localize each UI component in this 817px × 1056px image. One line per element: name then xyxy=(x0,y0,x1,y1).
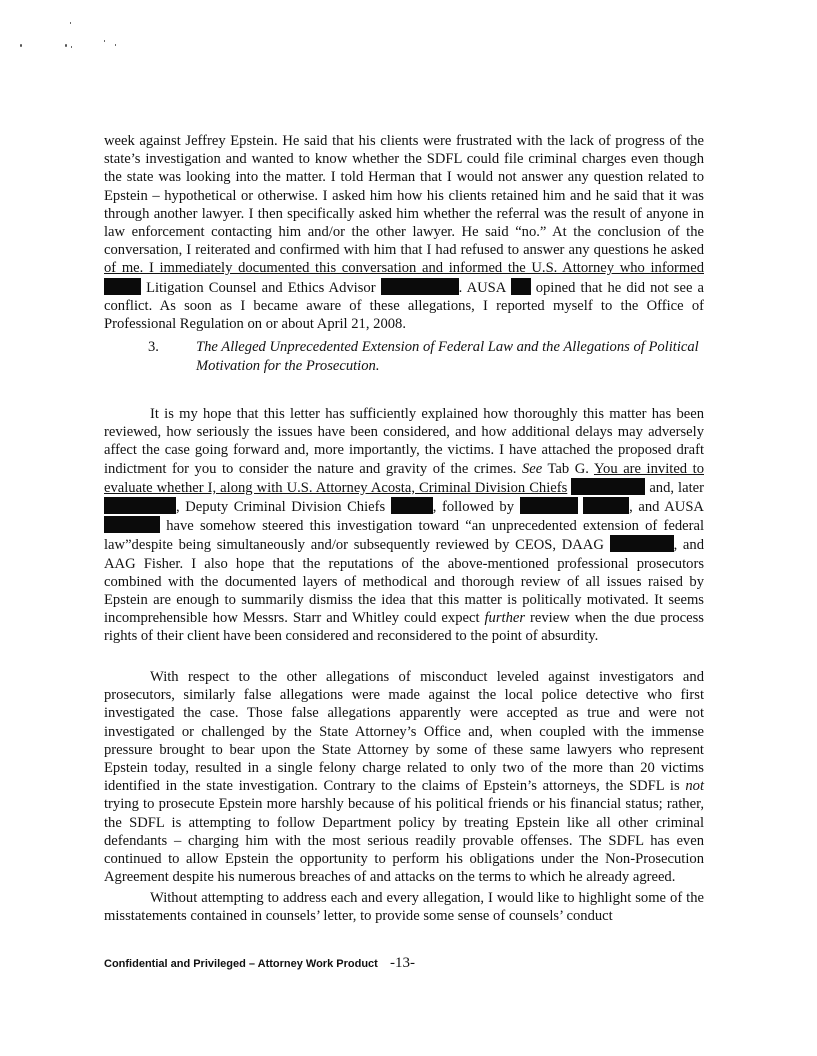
redaction-box xyxy=(381,278,459,295)
section-title: The Alleged Unprecedented Extension of Federal Law and the Allegations of Political Motivation for the Prosecution. xyxy=(196,339,699,374)
body-section xyxy=(104,889,704,925)
body-section xyxy=(104,405,704,646)
paragraph-misstatements: Without attempting to address each and every allegation, I would like to highlight some of the misstatements contained in counsels’ letter, to provide some sense of counsels’ conduct xyxy=(104,890,704,925)
body-section xyxy=(104,132,704,333)
body-section xyxy=(104,668,704,886)
page-number: -13- xyxy=(390,955,415,971)
redaction-box xyxy=(571,478,645,495)
section-number: 3. xyxy=(148,339,159,355)
redaction-box xyxy=(104,278,141,295)
redaction-box xyxy=(511,278,531,295)
redaction-box xyxy=(104,497,176,514)
scan-specks xyxy=(14,22,154,52)
paragraph-review: It is my hope that this letter has sufficiently explained how thoroughly this matter has been reviewed, how seriously the issues have been considered, and how additional delays may adversely affect the case going forward and, more importantly, the victims. I have attached the proposed draft indictment for you to consider the nature and gravity of the crimes. See Tab G. You are invited to evaluate whether I, along with U.S. Attorney Acosta, Criminal Division Chiefs and, later , Deputy Criminal Division Chiefs , followed by , and AUSA have somehow steered this investigation toward “an unprecedented extension of federal law”despite being simultaneously and/or subsequently reviewed by CEOS, DAAG , and AAG Fisher. I also hope that the reputations of the above-mentioned professional prosecutors combined with the documented layers of methodical and thorough review of all issues raised by Epstein are enough to summarily dismiss the idea that this matter is politically motivated. It seems incomprehensible how Messrs. Starr and Whitley could expect further review when the due process rights of their client have been considered and reconsidered to the point of absurdity. xyxy=(104,406,704,645)
redaction-box xyxy=(104,516,160,533)
paragraph-herman-call: week against Jeffrey Epstein. He said that his clients were frustrated with the lack of progress of the state’s investigation and wanted to know whether the SDFL could file criminal charges even though the state was looking into the matter. I told Herman that I would not answer any question related to Epstein – hypothetical or otherwise. I asked him how his clients retained him and he said that it was through another lawyer. I then specifically asked him whether the referral was the result of anyone in law enforcement contacting him and/or the other lawyer. He said “no.” At the conclusion of the conversation, I reiterated and confirmed with him that I had refused to answer any questions he asked of me. I immediately documented this conversation and informed the U.S. Attorney who informed Litigation Counsel and Ethics Advisor . AUSA opined that he did not see a conflict. As soon as I became aware of these allegations, I reported myself to the Office of Professional Regulation on or about April 21, 2008. xyxy=(104,133,704,333)
footer-confidential-label: Confidential and Privileged – Attorney Work Product xyxy=(104,958,378,970)
redaction-box xyxy=(610,535,674,552)
paragraph-misconduct: With respect to the other allegations of misconduct leveled against investigators and prosecutors, similarly false allegations were made against the local police detective who first investigated the case. Those false allegations apparently were accepted as true and were not investigated or challenged by the State Attorney’s Office and, when coupled with the immense pressure brought to bear upon the State Attorney by some of these same lawyers who represent Epstein today, resulted in a single felony charge related to only two of the more than 20 victims identified in the state investigation. Contrary to the claims of Epstein’s attorneys, the SDFL is not trying to prosecute Epstein more harshly because of his political friends or his financial status; rather, the SDFL is attempting to follow Department policy by treating Epstein like all other criminal defendants – charging him with the most serious readily provable offenses. The SDFL has even continued to allow Epstein the opportunity to perform his obligations under the Non-Prosecution Agreement despite his numerous breaches of and attacks on the terms to which he already agreed. xyxy=(104,669,704,886)
redaction-box xyxy=(520,497,578,514)
redaction-box xyxy=(583,497,629,514)
redaction-box xyxy=(391,497,433,514)
